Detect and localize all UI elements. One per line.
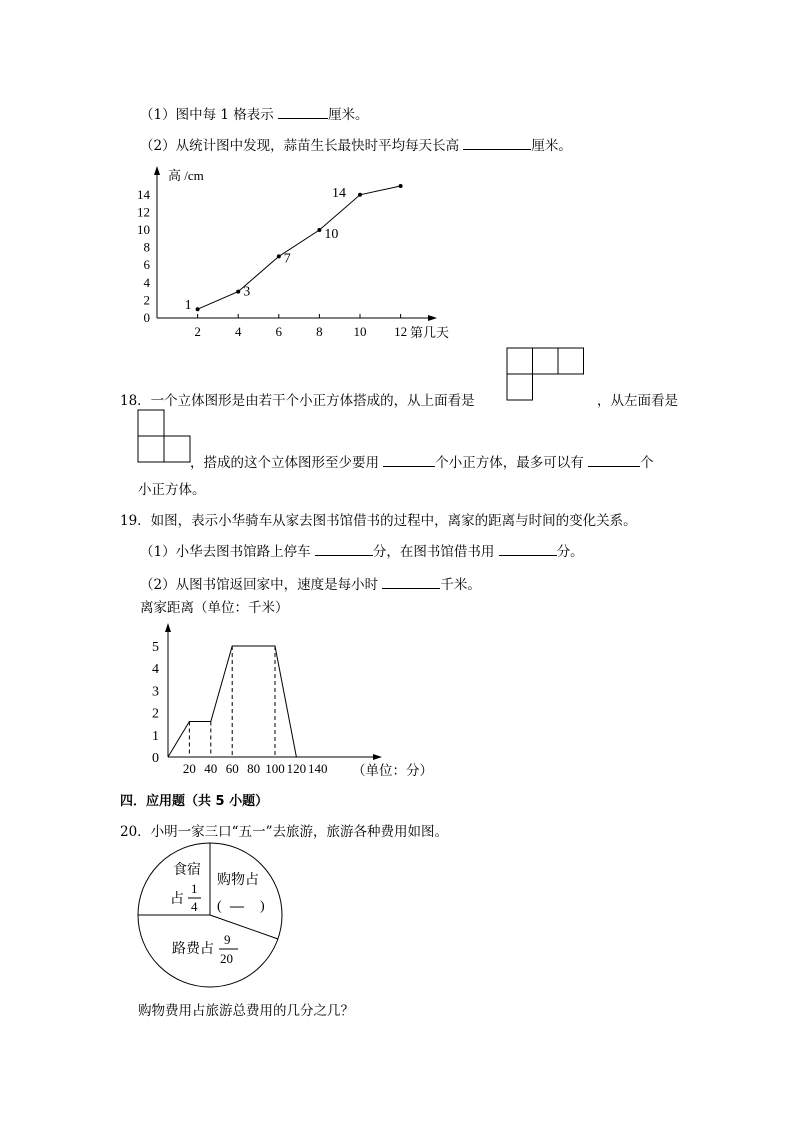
q17-y-tick-label: 12 <box>137 204 150 220</box>
q19-y-tick-label: 2 <box>152 706 159 722</box>
q18-line2-mid: ，搭成的这个立体图形至少要用 <box>190 455 384 471</box>
q17-x-tick-label: 10 <box>353 324 367 339</box>
q19-sub2-post: 千米。 <box>440 577 481 593</box>
q17-x-tick-label: 12 <box>394 324 408 339</box>
q17-sub2-post: 厘米。 <box>531 138 572 154</box>
q17-y-label: 高 /cm <box>168 168 204 183</box>
q19-y-tick-label: 3 <box>152 684 159 700</box>
q17-y-tick-label: 10 <box>137 222 150 237</box>
q20-question-text: 购物费用占旅游总费用的几分之几？ <box>138 1003 354 1019</box>
q19-x-label: （单位：分） <box>352 763 433 779</box>
q20-slice-travel-label <box>172 932 238 966</box>
q19-x-tick-label: 100 <box>265 761 285 776</box>
q20-lodging-num: 1 <box>191 881 198 896</box>
q17-sub1-post: 厘米。 <box>328 107 369 123</box>
q18-line3-text: 小正方体。 <box>138 482 206 498</box>
q19-y-tick-label: 0 <box>152 751 159 766</box>
q19-x-tick-label: 80 <box>247 761 261 776</box>
q17-data-label: 10 <box>324 227 339 242</box>
q17-y-tick-label: 8 <box>143 239 150 255</box>
q20-shopping-lparen: ( <box>217 899 222 914</box>
q17-x-tick-label: 6 <box>275 324 283 339</box>
q17-x-label: 第几天 <box>410 325 450 340</box>
q17-data-label: 14 <box>332 185 346 201</box>
q19-x-tick-label: 60 <box>225 761 239 776</box>
q17-data-label: 1 <box>184 298 192 314</box>
q20-travel-name: 路费占 <box>172 942 214 957</box>
q17-sub1-pre: （1）图中每 1 格表示 <box>140 107 279 123</box>
q17-y-tick-label: 0 <box>143 310 150 325</box>
q20-shopping-rparen: ) <box>260 899 265 914</box>
q19-y-label: 离家距离（单位：千米） <box>140 600 289 616</box>
q17-data-label: 3 <box>243 284 251 300</box>
q18-line2-b: 个 <box>640 455 654 471</box>
q20-travel-den: 20 <box>220 951 233 966</box>
q20-shopping-blank[interactable]: — <box>230 899 244 914</box>
q17-x-tick-label: 8 <box>316 324 323 339</box>
q20-question <box>138 999 354 1019</box>
q20-lodging-zhan: 占 <box>170 892 184 907</box>
q20-pie-divider-right <box>210 915 278 939</box>
q19-x-tick-label: 120 <box>286 761 307 776</box>
q20-shopping-name: 购物占 <box>217 873 259 888</box>
q20-slice-lodging-label <box>170 862 201 914</box>
q20-travel-num: 9 <box>224 932 231 947</box>
section4-heading-text: 四．应用题（共 5 小题） <box>120 794 269 809</box>
q20-lodging-den: 4 <box>191 899 198 914</box>
q19-sub1-pre: （1）小华去图书馆路上停车 <box>140 544 315 560</box>
q18-line1-text: 18．一个立体图形是由若干个小正方体搭成的，从上面看是 <box>120 393 475 409</box>
q18-line2-a: 个小正方体，最多可以有 <box>435 455 589 471</box>
q20-stem-text: 20．小明一家三口“五一”去旅游，旅游各种费用如图。 <box>120 824 448 840</box>
q19-x-tick-label: 140 <box>308 761 328 776</box>
q19-x-tick-label: 40 <box>204 761 218 776</box>
q17-y-tick-label: 4 <box>143 274 150 290</box>
q20-lodging-name: 食宿 <box>173 863 201 878</box>
q17-y-tick-label: 14 <box>137 186 150 202</box>
q19-sub1-mid: 分，在图书馆借书用 <box>372 544 499 560</box>
q19-stem-text: 19．如图，表示小华骑车从家去图书馆借书的过程中，离家的距离与时间的变化关系。 <box>120 513 637 529</box>
q19-sub1-post: 分。 <box>556 544 584 560</box>
q19-y-tick-label: 5 <box>152 640 159 655</box>
q20-slice-shopping-label <box>217 871 265 914</box>
q17-y-tick-label: 2 <box>143 292 150 308</box>
q17-data-label: 7 <box>283 251 291 267</box>
q17-sub2-pre: （2）从统计图中发现，蒜苗生长最快时平均每天长高 <box>140 138 464 154</box>
q17-x-tick-label: 4 <box>234 324 242 339</box>
q19-sub2-pre: （2）从图书馆返回家中，速度是每小时 <box>140 577 383 593</box>
q19-x-tick-label: 20 <box>182 761 196 776</box>
q17-x-tick-label: 2 <box>194 324 201 339</box>
q17-y-tick-label: 6 <box>143 257 150 273</box>
q19-y-tick-label: 4 <box>152 662 159 678</box>
q19-y-tick-label: 1 <box>152 728 159 744</box>
q18-line1-end-text: ，从左面看是 <box>597 393 678 409</box>
